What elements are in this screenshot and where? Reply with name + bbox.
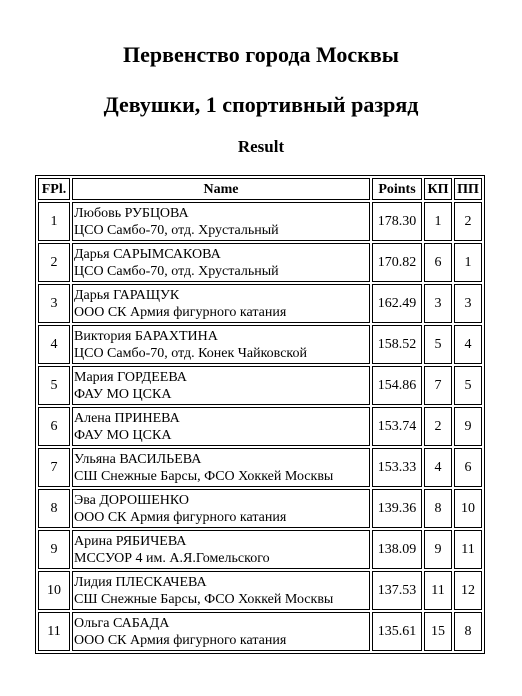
free-program-place-cell: 9 — [454, 407, 482, 446]
skater-cell — [72, 530, 370, 569]
skater-club: ООО СК Армия фигурного катания — [74, 509, 287, 525]
place-cell: 4 — [38, 325, 70, 364]
skater-club: СШ Снежные Барсы, ФСО Хоккей Москвы — [74, 591, 334, 607]
skater-cell — [72, 243, 370, 282]
points-cell: 178.30 — [372, 202, 422, 241]
short-program-place-cell: 9 — [424, 530, 452, 569]
free-program-place-cell: 11 — [454, 530, 482, 569]
skater-cell — [72, 407, 370, 446]
skater-club: МССУОР 4 им. А.Я.Гомельского — [74, 550, 270, 566]
table-row — [38, 284, 482, 323]
place-cell: 3 — [38, 284, 70, 323]
free-program-place-cell: 3 — [454, 284, 482, 323]
skater-club: СШ Снежные Барсы, ФСО Хоккей Москвы — [74, 468, 334, 484]
free-program-place-cell: 5 — [454, 366, 482, 405]
table-row — [38, 489, 482, 528]
column-header-name: Name — [72, 178, 370, 200]
skater-cell — [72, 448, 370, 487]
short-program-place-cell: 15 — [424, 612, 452, 651]
table-header-row — [38, 178, 482, 200]
place-cell: 7 — [38, 448, 70, 487]
points-cell: 135.61 — [372, 612, 422, 651]
free-program-place-cell: 12 — [454, 571, 482, 610]
short-program-place-cell: 11 — [424, 571, 452, 610]
short-program-place-cell: 6 — [424, 243, 452, 282]
table-row — [38, 571, 482, 610]
points-cell: 137.53 — [372, 571, 422, 610]
table-row — [38, 325, 482, 364]
skater-name: Ольга САБАДА — [74, 615, 170, 631]
page-title: Первенство города Москвы — [123, 42, 399, 67]
skater-club: ФАУ МО ЦСКА — [74, 427, 172, 443]
skater-club: ООО СК Армия фигурного катания — [74, 304, 287, 320]
skater-name: Алена ПРИНЕВА — [74, 410, 180, 426]
short-program-place-cell: 8 — [424, 489, 452, 528]
skater-cell — [72, 284, 370, 323]
free-program-place-cell: 10 — [454, 489, 482, 528]
skater-cell — [72, 366, 370, 405]
place-cell: 11 — [38, 612, 70, 651]
table-row — [38, 448, 482, 487]
results-table — [35, 175, 485, 654]
points-cell: 170.82 — [372, 243, 422, 282]
place-cell: 8 — [38, 489, 70, 528]
points-cell: 153.74 — [372, 407, 422, 446]
free-program-place-cell: 2 — [454, 202, 482, 241]
free-program-place-cell: 8 — [454, 612, 482, 651]
table-row — [38, 243, 482, 282]
skater-club: ФАУ МО ЦСКА — [74, 386, 172, 402]
place-cell: 1 — [38, 202, 70, 241]
place-cell: 9 — [38, 530, 70, 569]
column-header-points: Points — [372, 178, 422, 200]
table-row — [38, 407, 482, 446]
short-program-place-cell: 3 — [424, 284, 452, 323]
skater-cell — [72, 202, 370, 241]
column-header-place: FPl. — [38, 178, 70, 200]
section-title: Result — [237, 137, 285, 156]
short-program-place-cell: 4 — [424, 448, 452, 487]
skater-cell — [72, 489, 370, 528]
place-cell: 5 — [38, 366, 70, 405]
column-header-free-program: ПП — [454, 178, 482, 200]
short-program-place-cell: 5 — [424, 325, 452, 364]
short-program-place-cell: 2 — [424, 407, 452, 446]
points-cell: 138.09 — [372, 530, 422, 569]
place-cell: 6 — [38, 407, 70, 446]
skater-club: ЦСО Самбо-70, отд. Хрустальный — [74, 222, 279, 238]
free-program-place-cell: 1 — [454, 243, 482, 282]
skater-name: Арина РЯБИЧЕВА — [74, 533, 187, 549]
table-row — [38, 202, 482, 241]
short-program-place-cell: 7 — [424, 366, 452, 405]
skater-name: Виктория БАРАХТИНА — [74, 328, 218, 344]
skater-name: Любовь РУБЦОВА — [74, 205, 189, 221]
skater-cell — [72, 571, 370, 610]
table-row — [38, 612, 482, 651]
points-cell: 154.86 — [372, 366, 422, 405]
free-program-place-cell: 6 — [454, 448, 482, 487]
skater-cell — [72, 325, 370, 364]
column-header-short-program: КП — [424, 178, 452, 200]
skater-club: ЦСО Самбо-70, отд. Хрустальный — [74, 263, 279, 279]
points-cell: 139.36 — [372, 489, 422, 528]
skater-name: Мария ГОРДЕЕВА — [74, 369, 187, 385]
category-title: Девушки, 1 спортивный разряд — [103, 92, 419, 117]
short-program-place-cell: 1 — [424, 202, 452, 241]
points-cell: 162.49 — [372, 284, 422, 323]
skater-club: ООО СК Армия фигурного катания — [74, 632, 287, 648]
place-cell: 10 — [38, 571, 70, 610]
skater-name: Эва ДОРОШЕНКО — [74, 492, 189, 508]
table-row — [38, 366, 482, 405]
skater-name: Дарья САРЫМСАКОВА — [74, 246, 221, 262]
place-cell: 2 — [38, 243, 70, 282]
skater-club: ЦСО Самбо-70, отд. Конек Чайковской — [74, 345, 307, 361]
points-cell: 153.33 — [372, 448, 422, 487]
skater-cell — [72, 612, 370, 651]
skater-name: Лидия ПЛЕСКАЧЕВА — [74, 574, 207, 590]
free-program-place-cell: 4 — [454, 325, 482, 364]
table-row — [38, 530, 482, 569]
skater-name: Дарья ГАРАЩУК — [74, 287, 180, 303]
skater-name: Ульяна ВАСИЛЬЕВА — [74, 451, 202, 467]
points-cell: 158.52 — [372, 325, 422, 364]
